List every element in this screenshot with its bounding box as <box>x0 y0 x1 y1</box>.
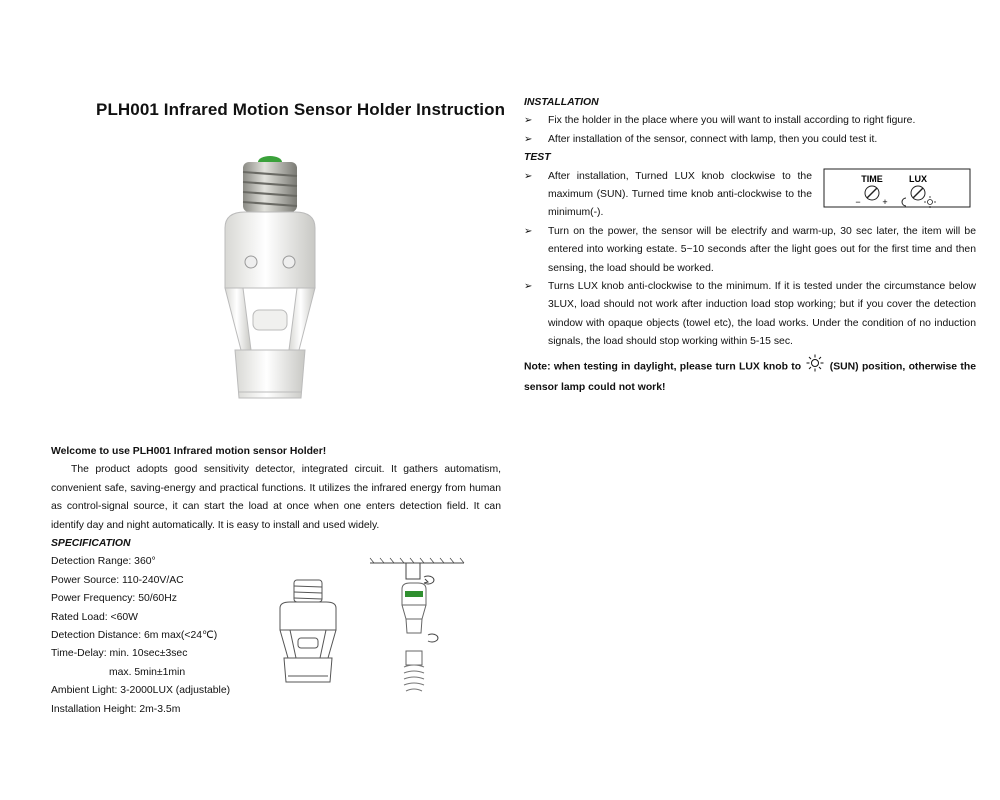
knob-panel-figure <box>822 165 972 211</box>
spec-line: Detection Range: 360° <box>51 556 156 568</box>
spec-line: Power Source: 110-240V/AC <box>51 574 184 586</box>
test-item: ➢ Turns LUX knob anti-clockwise to the minimum. If it is tested under the circumstance below 3LUX, load should not work after induction load stop working; but if you cover the detection window with opaque objects (towel etc), the load works. Under the condition of no induction signals, the load should stop working within 5-15 sec. <box>524 278 976 352</box>
spec-line: max. 5min±1min <box>109 666 186 678</box>
arrow-bullet-icon: ➢ <box>524 281 533 293</box>
installation-item: ➢ Fix the holder in the place where you will want to install according to right figure. <box>524 112 976 130</box>
test-item: ➢ Turn on the power, the sensor will be electrify and warm-up, 30 sec later, the item will be entered into working estate. 5~10 seconds after the light goes out for the first time and then sensing, the load should be worked. <box>524 223 976 278</box>
lux-label: LUX <box>909 174 927 184</box>
spec-line: Power Frequency: 50/60Hz <box>51 593 177 605</box>
plus-symbol: + <box>882 197 888 207</box>
arrow-bullet-icon: ➢ <box>524 225 533 237</box>
installation-item: ➢ After installation of the sensor, connect with lamp, then you could test it. <box>524 131 976 149</box>
spec-line: Rated Load: <60W <box>51 611 138 623</box>
spec-line: Detection Distance: 6m max(<24℃) <box>51 630 218 642</box>
spec-line: Ambient Light: 3-2000LUX (adjustable) <box>51 685 231 697</box>
test-heading: TEST <box>524 152 551 164</box>
holder-line-drawing <box>268 578 348 688</box>
daylight-note: Note: when testing in daylight, please turn LUX knob to (SUN) position, otherwise the sensor lamp could not work! <box>524 354 976 398</box>
document-title: PLH001 Infrared Motion Sensor Holder Instruction <box>96 100 506 119</box>
product-photo <box>205 150 335 410</box>
arrow-bullet-icon: ➢ <box>524 115 533 127</box>
welcome-heading: Welcome to use PLH001 Infrared motion sensor Holder! <box>51 446 327 457</box>
installation-diagram <box>368 555 468 705</box>
sun-icon <box>804 354 826 379</box>
welcome-paragraph: The product adopts good sensitivity detector, integrated circuit. It gathers automatism, convenient safe, saving-energy and practical functions. It utilizes the infrared energy from human as control-signal source, it can start the load at once when one enters detection field. It can identify day and night automatically. It is easy to install and used widely. <box>51 464 501 531</box>
arrow-bullet-icon: ➢ <box>524 133 533 145</box>
test-item: ➢ After installation, Turned LUX knob clockwise to the maximum (SUN). Turned time knob anti-clockwise to the minimum(-). <box>524 168 976 223</box>
spec-line: Installation Height: 2m-3.5m <box>51 703 181 715</box>
arrow-bullet-icon: ➢ <box>524 170 533 182</box>
specification-heading: SPECIFICATION <box>51 538 131 550</box>
minus-symbol: − <box>855 197 861 207</box>
installation-heading: INSTALLATION <box>524 97 599 108</box>
spec-line: Time-Delay: min. 10sec±3sec <box>51 648 188 660</box>
time-label: TIME <box>861 174 883 184</box>
installation-test-section <box>524 94 976 398</box>
